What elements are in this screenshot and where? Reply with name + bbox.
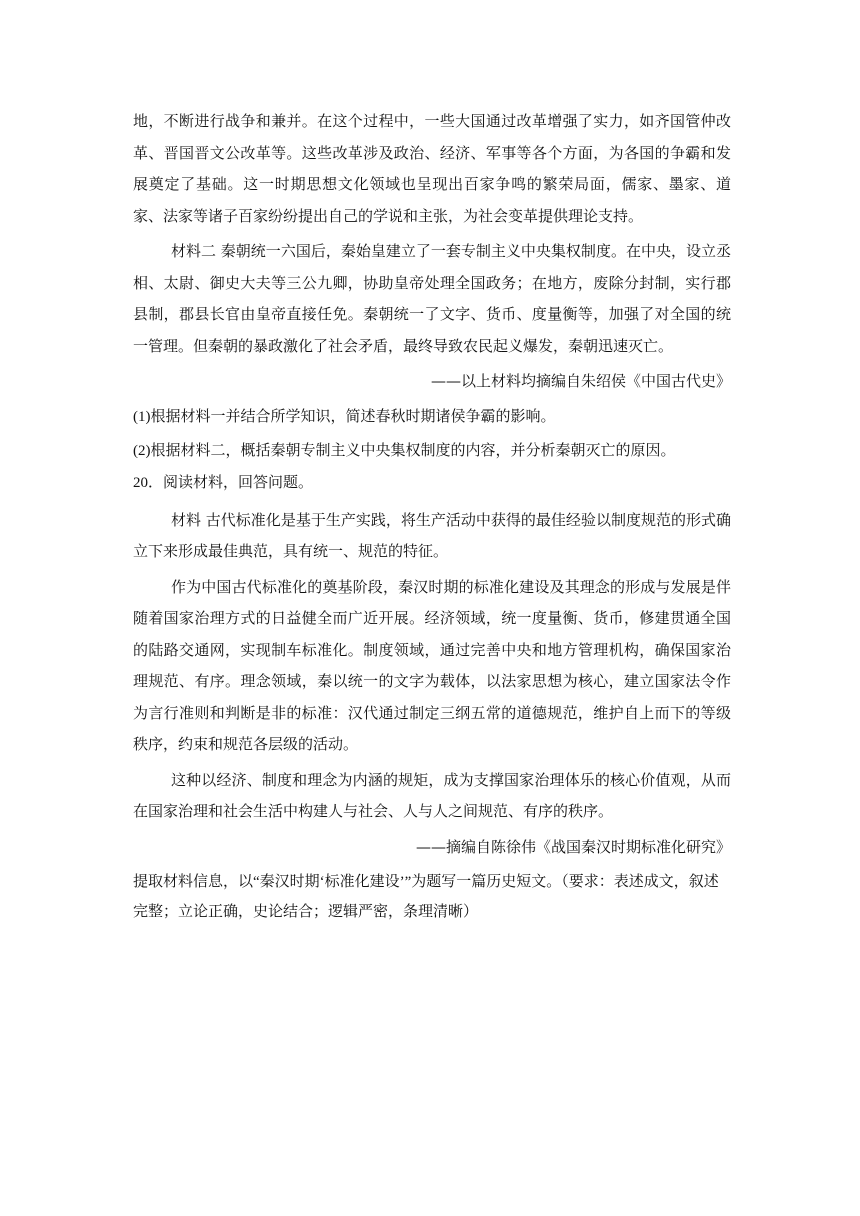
material-source-citation-2: ——摘编自陈徐伟《战国秦汉时期标准化研究》 xyxy=(415,837,731,856)
material-paragraph-qin-han: 作为中国古代标准化的奠基阶段，秦汉时期的标准化建设及其理念的形成与发展是伴随着国家治理方式的日益健全而广近开展。经济领域，统一度量衡、货币，修建贯通全国的陆路交通网，实现制车标准化。制度领域，通过完善中央和地方管理机构，确保国家治理规范、有序。理念领域，秦以统一的文字为载体，以法家思想为核心，建立国家法令作为言行准则和判断是非的标准：汉代通过制定三纲五常的道德规范，维护自上而下的等级秩序，约束和规范各层级的活动。 xyxy=(133,577,731,753)
question-2-prompt: (2)根据材料二，概括秦朝专制主义中央集权制度的内容，并分析秦朝灭亡的原因。 xyxy=(133,442,676,459)
essay-task-prompt: 提取材料信息，以“秦汉时期‘标准化建设’”为题写一篇历史短文。（要求：表述成文，叙述完整；立论正确，史论结合；逻辑严密，条理清晰） xyxy=(133,874,719,920)
material-source-citation: ——以上材料均摘编自朱绍侯《中国古代史》 xyxy=(430,372,731,390)
document-body xyxy=(133,106,731,927)
material-one-continuation: 地，不断进行战争和兼并。在这个过程中，一些大国通过改革增强了实力，如齐国管仲改革、晋国晋文公改革等。这些改革涉及政治、经济、军事等各个方面，为各国的争霸和发展奠定了基础。这一时期思想文化领域也呈现出百家争鸣的繁荣局面，儒家、墨家、道家、法家等诸子百家纷纷提出自己的学说和主张，为社会变革提供理论支持。 xyxy=(133,112,731,225)
question-20-heading: 20．阅读材料，回答问题。 xyxy=(133,474,314,491)
material-paragraph-definition: 材料 古代标准化是基于生产实践，将生产活动中获得的最佳经验以制度规范的形式确立下来形成最佳典范，具有统一、规范的特征。 xyxy=(133,510,731,560)
question-1-prompt: (1)根据材料一并结合所学知识，简述春秋时期诸侯争霸的影响。 xyxy=(133,408,556,425)
material-paragraph-conclusion: 这种以经济、制度和理念为内涵的规矩，成为支撑国家治理体乐的核心价值观，从而在国家治理和社会生活中构建人与社会、人与人之间规范、有序的秩序。 xyxy=(133,770,731,820)
material-two-paragraph: 材料二 秦朝统一六国后，秦始皇建立了一套专制主义中央集权制度。在中央，设立丞相、太尉、御史大夫等三公九卿，协助皇帝处理全国政务；在地方，废除分封制，实行郡县制，郡县长官由皇帝直接任免。秦朝统一了文字、货币、度量衡等，加强了对全国的统一管理。但秦朝的暴政激化了社会矛盾，最终导致农民起义爆发，秦朝迅速灭亡。 xyxy=(133,242,731,355)
